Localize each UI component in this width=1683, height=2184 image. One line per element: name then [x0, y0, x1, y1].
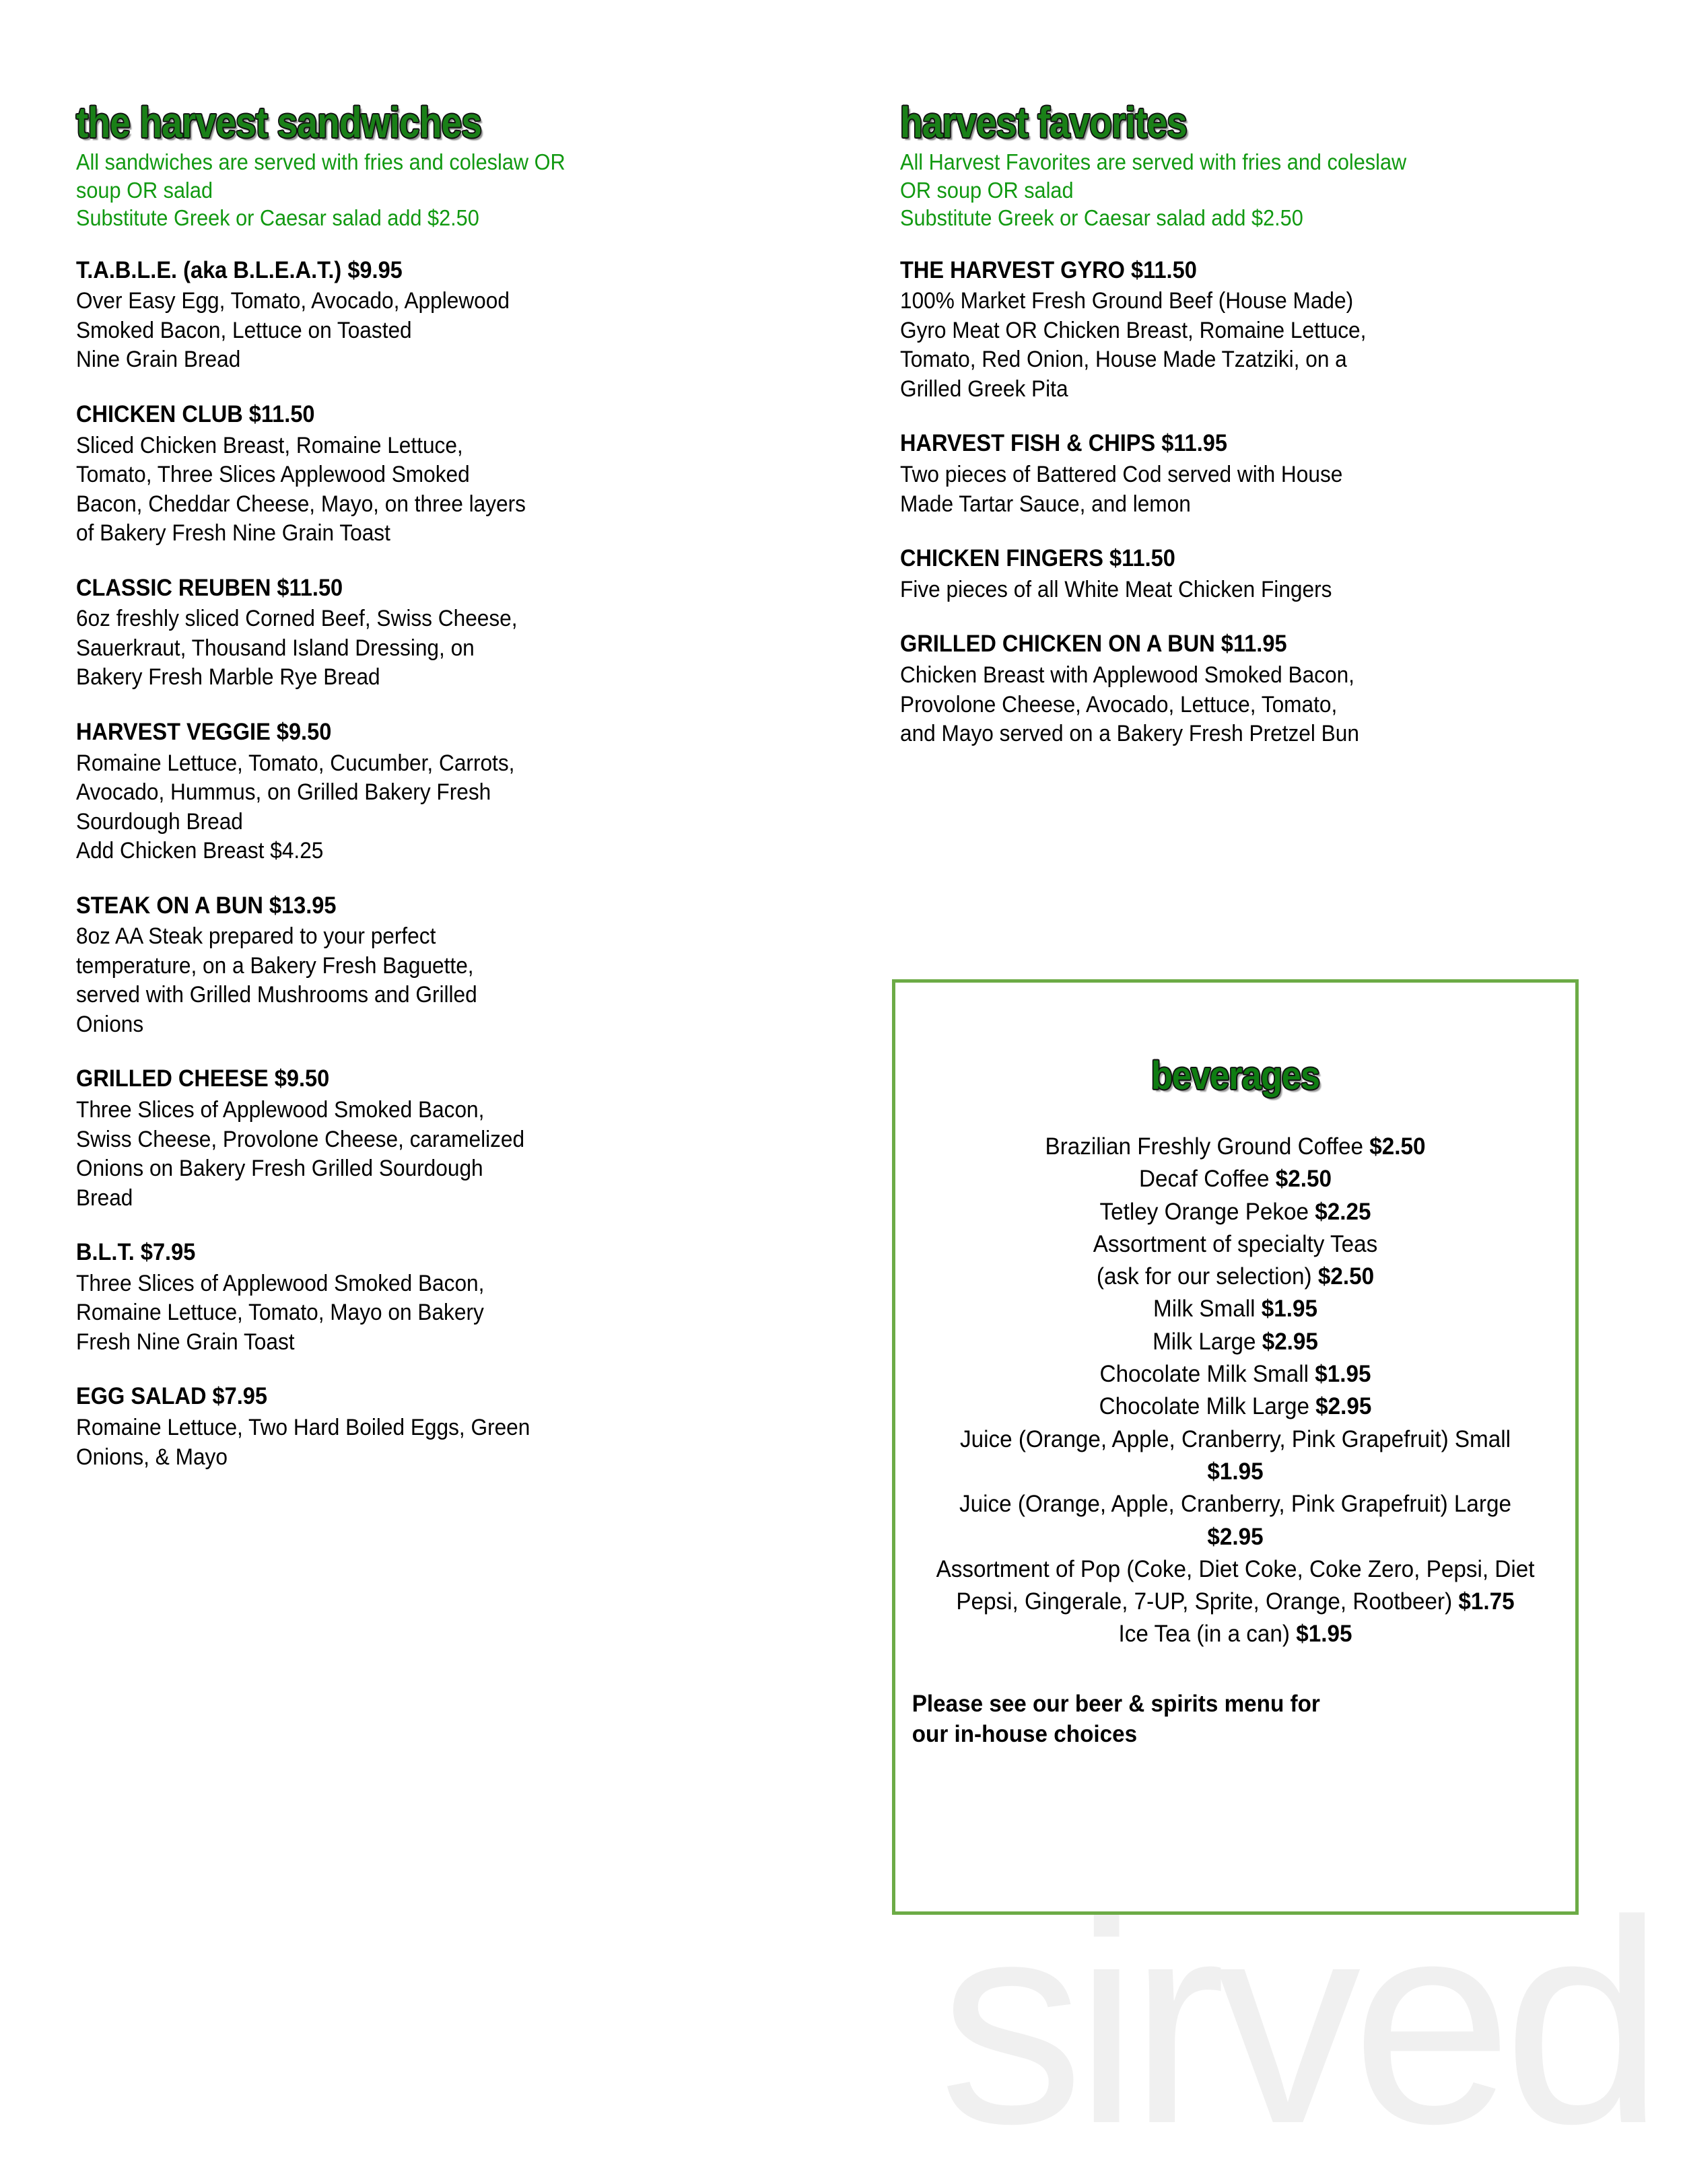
menu-item	[76, 1238, 749, 1357]
beverage-item	[929, 1228, 1542, 1261]
favorites-section-title: harvest favorites	[900, 98, 1187, 147]
beverage-item	[929, 1553, 1542, 1619]
beverage-name: Assortment of specialty Teas	[1093, 1230, 1378, 1257]
beverage-name: Ice Tea (in a can)	[1118, 1621, 1291, 1648]
beverage-item	[929, 1358, 1542, 1390]
menu-item	[900, 630, 1580, 748]
menu-item	[76, 892, 749, 1040]
menu-item-description	[76, 922, 702, 1039]
menu-item	[900, 256, 1580, 404]
beverage-name: Tetley Orange Pekoe	[1099, 1198, 1309, 1225]
beverages-footer-line: our in-house choices	[912, 1721, 1138, 1748]
section-note-line: soup OR salad	[76, 177, 213, 203]
beverage-price: $2.50	[1311, 1263, 1375, 1290]
menu-item-description-line: Sauerkraut, Thousand Island Dressing, on	[76, 635, 475, 661]
beverage-item	[929, 1261, 1542, 1293]
menu-item-description-line: Chicken Breast with Applewood Smoked Bacon,	[900, 662, 1354, 689]
menu-item-name: CHICKEN FINGERS $11.50	[900, 545, 1175, 572]
beverage-price: $2.95	[1256, 1328, 1318, 1355]
menu-item-description-line: temperature, on a Bakery Fresh Baguette,	[76, 952, 474, 979]
menu-item-description-line: and Mayo served on a Bakery Fresh Pretzel Bun	[900, 721, 1359, 747]
sandwiches-section-title: the harvest sandwiches	[76, 98, 482, 147]
menu-item-description-line: 100% Market Fresh Ground Beef (House Made)	[900, 288, 1354, 314]
favorites-item-list	[900, 256, 1580, 749]
menu-item	[76, 1382, 749, 1472]
menu-item-description-line: Bread	[76, 1185, 133, 1211]
beverages-footer-note	[895, 1689, 1542, 1750]
section-note-line: All Harvest Favorites are served with fries and coleslaw	[900, 149, 1407, 174]
menu-item-description	[76, 749, 702, 866]
beverage-price: $2.50	[1269, 1166, 1332, 1193]
menu-item-description-line: Three Slices of Applewood Smoked Bacon,	[76, 1270, 485, 1296]
beverage-price: $2.95	[1309, 1393, 1372, 1420]
menu-item-description-line: Onions	[76, 1011, 144, 1037]
menu-item-description-line: Tomato, Red Onion, House Made Tzatziki, on a	[900, 347, 1347, 373]
sandwiches-column	[76, 98, 749, 1472]
menu-item-name: THE HARVEST GYRO $11.50	[900, 256, 1197, 283]
menu-item-description-line: of Bakery Fresh Nine Grain Toast	[76, 520, 390, 547]
beverages-box	[892, 979, 1579, 1915]
menu-item-name: B.L.T. $7.95	[76, 1239, 196, 1266]
beverages-list	[895, 1131, 1575, 1651]
section-note-line: All sandwiches are served with fries and coleslaw OR	[76, 149, 565, 174]
menu-item-description	[76, 1269, 702, 1358]
section-note-line: OR soup OR salad	[900, 177, 1074, 203]
beverage-price: $1.75	[1452, 1588, 1515, 1615]
menu-item	[900, 544, 1580, 604]
menu-item-description-line: Gyro Meat OR Chicken Breast, Romaine Lettuce,	[900, 317, 1367, 343]
menu-item-description-line: Five pieces of all White Meat Chicken Fingers	[900, 576, 1332, 602]
menu-item-description-line: Bacon, Cheddar Cheese, Mayo, on three layers	[76, 491, 526, 517]
section-note-line: Substitute Greek or Caesar salad add $2.50	[900, 205, 1303, 231]
menu-item	[900, 429, 1580, 519]
menu-item-description-line: 6oz freshly sliced Corned Beef, Swiss Cheese,	[76, 606, 518, 632]
beverages-footer-line: Please see our beer & spirits menu for	[912, 1690, 1320, 1717]
menu-item-name: STEAK ON A BUN $13.95	[76, 892, 337, 919]
beverage-price: $1.95	[1207, 1458, 1264, 1485]
menu-item-description-line: served with Grilled Mushrooms and Grilled	[76, 982, 477, 1008]
beverage-name: Chocolate Milk Large	[1099, 1393, 1309, 1420]
sandwiches-item-list	[76, 256, 749, 1472]
menu-item-description-line: Add Chicken Breast $4.25	[76, 838, 324, 864]
beverages-section-title: beverages	[1150, 1054, 1320, 1098]
beverage-item	[929, 1163, 1542, 1195]
menu-item-description-line: Made Tartar Sauce, and lemon	[900, 491, 1191, 517]
menu-item-description-line: Provolone Cheese, Avocado, Lettuce, Tomato,	[900, 691, 1338, 717]
menu-item-description	[76, 1096, 702, 1213]
menu-item-description-line: Two pieces of Battered Cod served with House	[900, 462, 1343, 488]
menu-item-description	[76, 604, 702, 693]
beverage-name: Juice (Orange, Apple, Cranberry, Pink Grapefruit) Small	[959, 1425, 1511, 1452]
menu-item-name: CHICKEN CLUB $11.50	[76, 400, 315, 427]
beverage-item	[929, 1390, 1542, 1423]
beverage-item	[929, 1131, 1542, 1163]
beverage-item	[929, 1196, 1542, 1228]
menu-item-name: HARVEST FISH & CHIPS $11.95	[900, 430, 1228, 457]
menu-item	[76, 256, 749, 375]
beverage-item	[929, 1423, 1542, 1489]
beverage-item	[929, 1618, 1542, 1650]
beverage-name: Chocolate Milk Small	[1099, 1361, 1309, 1388]
menu-item-description-line: Smoked Bacon, Lettuce on Toasted	[76, 317, 412, 343]
beverage-price: $1.95	[1255, 1296, 1317, 1323]
beverage-name: Assortment of Pop (Coke, Diet Coke, Coke Zero, Pepsi, Diet Pepsi, Gingerale, 7-UP, Sprite, Orange, Rootbeer)	[936, 1555, 1535, 1615]
menu-item-description	[76, 287, 702, 375]
menu-item-name: GRILLED CHEESE $9.50	[76, 1065, 330, 1092]
beverage-item	[929, 1488, 1542, 1553]
sirved-watermark: sirved	[939, 1861, 1655, 2184]
menu-item-description-line: Sliced Chicken Breast, Romaine Lettuce,	[76, 432, 463, 458]
menu-item-description	[76, 431, 702, 549]
beverage-name: Milk Large	[1153, 1328, 1256, 1355]
menu-item-name: CLASSIC REUBEN $11.50	[76, 574, 343, 601]
menu-item-description-line: Romaine Lettuce, Two Hard Boiled Eggs, Green	[76, 1415, 530, 1441]
menu-item-name: T.A.B.L.E. (aka B.L.E.A.T.) $9.95	[76, 256, 403, 283]
menu-item-name: GRILLED CHICKEN ON A BUN $11.95	[900, 631, 1287, 658]
menu-item	[76, 1065, 749, 1213]
menu-item-description-line: Onions on Bakery Fresh Grilled Sourdough	[76, 1156, 483, 1182]
beverage-name: Juice (Orange, Apple, Cranberry, Pink Grapefruit) Large	[959, 1491, 1511, 1518]
menu-item-description-line: Bakery Fresh Marble Rye Bread	[76, 664, 380, 691]
menu-item-description-line: Over Easy Egg, Tomato, Avocado, Applewood	[76, 288, 510, 314]
menu-item	[76, 574, 749, 693]
menu-item-description-line: Sourdough Bread	[76, 808, 243, 835]
menu-item-description-line: Swiss Cheese, Provolone Cheese, caramelized	[76, 1126, 525, 1152]
menu-item-description-line: Romaine Lettuce, Tomato, Mayo on Bakery	[76, 1300, 484, 1326]
menu-item-description	[76, 1413, 702, 1472]
menu-item-description-line: Onions, & Mayo	[76, 1444, 228, 1470]
menu-item-description-line: 8oz AA Steak prepared to your perfect	[76, 923, 436, 950]
menu-item-description-line: Grilled Greek Pita	[900, 376, 1068, 402]
menu-item-description	[900, 287, 1532, 404]
beverage-price: $2.25	[1309, 1198, 1371, 1225]
menu-item-description-line: Three Slices of Applewood Smoked Bacon,	[76, 1097, 485, 1123]
menu-item-description	[900, 575, 1532, 605]
section-note-line: Substitute Greek or Caesar salad add $2.50	[76, 205, 479, 231]
beverage-item	[929, 1326, 1542, 1358]
menu-item-name: EGG SALAD $7.95	[76, 1383, 268, 1410]
beverage-price: $1.95	[1290, 1621, 1352, 1648]
beverage-price: $1.95	[1308, 1361, 1371, 1388]
menu-item-description-line: Fresh Nine Grain Toast	[76, 1329, 295, 1355]
sandwiches-section-note	[76, 148, 702, 232]
menu-item-name: HARVEST VEGGIE $9.50	[76, 718, 332, 745]
menu-item-description-line: Tomato, Three Slices Applewood Smoked	[76, 462, 470, 488]
beverage-name: Brazilian Freshly Ground Coffee	[1045, 1133, 1364, 1160]
beverage-item	[929, 1293, 1542, 1325]
menu-item-description-line: Romaine Lettuce, Tomato, Cucumber, Carrots,	[76, 750, 515, 776]
beverage-price: $2.95	[1207, 1523, 1264, 1550]
menu-item-description	[900, 460, 1532, 519]
beverage-name: Milk Small	[1153, 1296, 1256, 1323]
menu-item	[76, 400, 749, 549]
beverage-price: $2.50	[1363, 1133, 1426, 1160]
menu-item-description-line: Nine Grain Bread	[76, 347, 241, 373]
beverage-name: (ask for our selection)	[1096, 1263, 1312, 1290]
menu-item	[76, 718, 749, 866]
menu-item-description-line: Avocado, Hummus, on Grilled Bakery Fresh	[76, 779, 491, 806]
favorites-section-note	[900, 148, 1532, 232]
favorites-column	[900, 98, 1580, 749]
beverage-name: Decaf Coffee	[1139, 1166, 1270, 1193]
menu-item-description	[900, 661, 1532, 749]
